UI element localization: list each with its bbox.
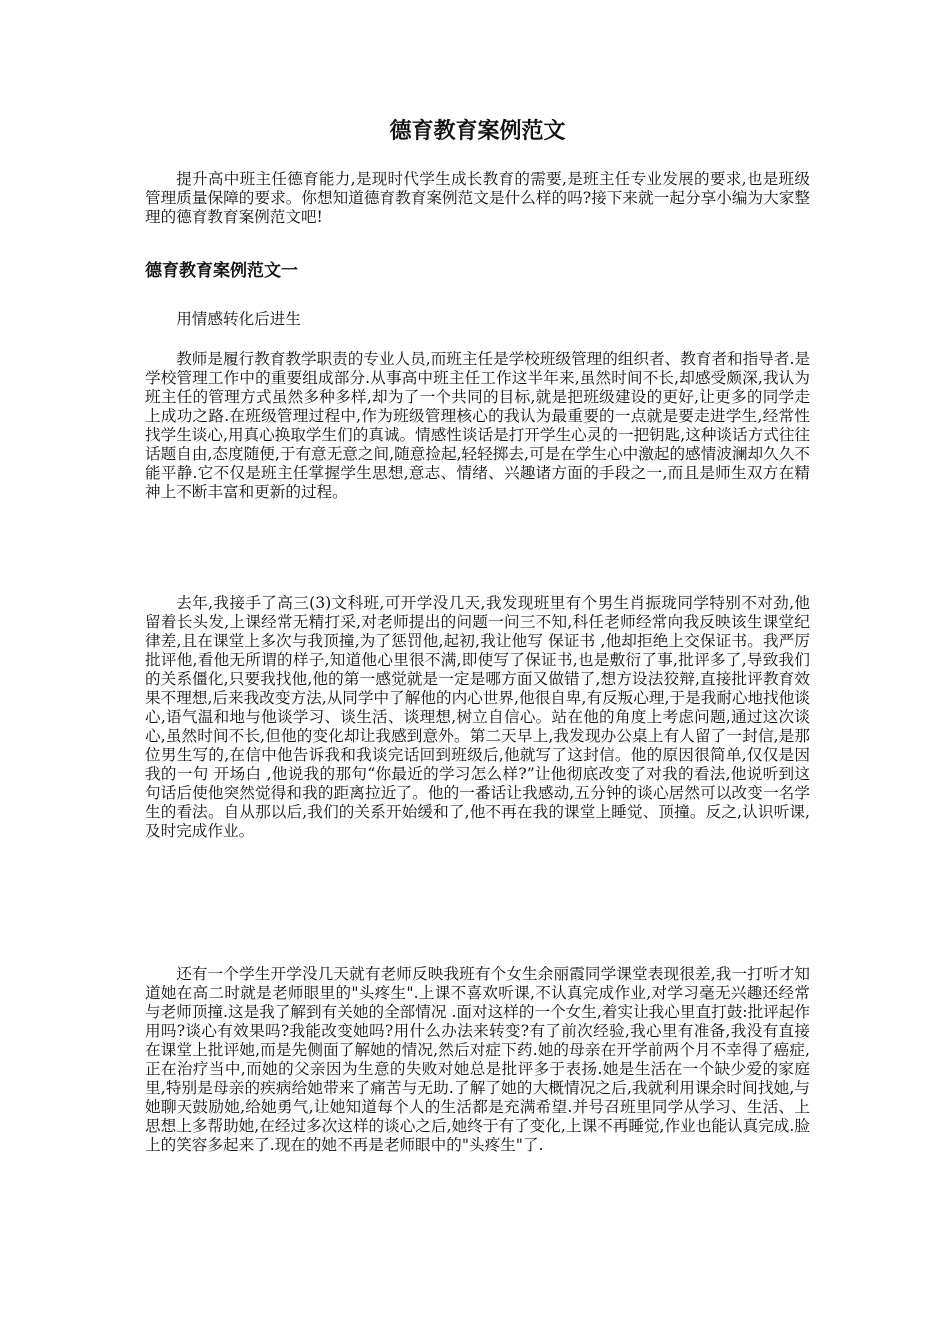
body-paragraph: 教师是履行教育教学职责的专业人员,而班主任是学校班级管理的组织者、教育者和指导者.是学校管理工作中的重要组成部分.从事高中班主任工作这半年来,虽然时间不长,却感受颇深,我认为班主任的管理方式虽然多种多样,却为了一个共同的目标,就是把班级建设的更好,让更多的同学走上成功之路.在班级管理过程中,作为班级管理核心的我认为最重要的一点就是要走进学生,经常性找学生谈心,用真心换取学生们的真诚。情感性谈话是打开学生心灵的一把钥匙,这种谈话方式往往话题自由,态度随便,于有意无意之间,随意捡起,轻轻掷去,可是在学生心中激起的感情波澜却久久不能平静.它不仅是班主任掌握学生思想,意志、情绪、兴趣诸方面的手段之一,而且是师生双方在精神上不断丰富和更新的过程。 (145, 350, 810, 501)
body-paragraph: 还有一个学生开学没几天就有老师反映我班有个女生余丽霞同学课堂表现很差,我一打听才知道她在高二时就是老师眼里的"头疼生".上课不喜欢听课,不认真完成作业,对学习毫无兴趣还经常与老师顶撞.这是我了解到有关她的全部情况 .面对这样的一个女生,着实让我心里直打鼓:批评起作用吗?谈心有效果吗?我能改变她吗?用什么办法来转变?有了前次经验,我心里有准备,我没有直接在课堂上批评她,而是先侧面了解她的情况,然后对症下药.她的母亲在开学前两个月不幸得了癌症,正在治疗当中,而她的父亲因为生意的失败对她总是批评多于表扬.她是生活在一个缺少爱的家庭里,特别是母亲的疾病给她带来了痛苦与无助.了解了她的大概情况之后,我就利用课余时间找她,与她聊天鼓励她,给她勇气,让她知道每个人的生活都是充满希望.并号召班里同学从学习、生活、上思想上多帮助她,在经过多次这样的谈心之后,她终于有了变化,上课不再睡觉,作业也能认真完成.脸上的笑容多起来了.现在的她不再是老师眼中的"头疼生"了. (145, 965, 810, 1154)
section-subtitle: 用情感转化后进生 (176, 310, 301, 328)
section-heading: 德育教育案例范文一 (145, 261, 298, 281)
intro-paragraph: 提升高中班主任德育能力,是现时代学生成长教育的需要,是班主任专业发展的要求,也是班级管理质量保障的要求。你想知道德育教育案例范文是什么样的吗?接下来就一起分享小编为大家整理的德育教育案例范文吧! (145, 170, 810, 226)
document-title: 德育教育案例范文 (389, 119, 566, 144)
body-paragraph: 去年,我接手了高三(3)文科班,可开学没几天,我发现班里有个男生肖振珑同学特别不对劲,他留着长头发,上课经常无精打采,对老师提出的问题一问三不知,科任老师经常向我反映该生课堂纪律差,且在课堂上多次与我顶撞,为了惩罚他,起初,我让他写 保证书 ,他却拒绝上交保证书。我严厉批评他,看他无所谓的样子,知道他心里很不满,即使写了保证书,也是敷衍了事,批评多了,导致我们的关系僵化,只要我找他,他的第一感觉就是一定是哪方面又做错了,想方设法狡辩,直接批评教育效果不理想,后来我改变方法,从同学中了解他的内心世界,他很自卑,有反叛心理,于是我耐心地找他谈心,语气温和地与他谈学习、谈生活、谈理想,树立自信心。站在他的角度上考虑问题,通过这次谈心,虽然时间不长,但他的变化却让我感到意外。第二天早上,我发现办公桌上有人留了一封信,是那位男生写的,在信中他告诉我和我谈完话回到班级后,他就写了这封信。他的原因很简单,仅仅是因我的一句 开场白 ,他说我的那句“你最近的学习怎么样?”让他彻底改变了对我的看法,他说听到这句话后使他突然觉得和我的距离拉近了。他的一番话让我感动,五分钟的谈心居然可以改变一名学生的看法。自从那以后,我们的关系开始缓和了,他不再在我的课堂上睡觉、顶撞。反之,认识听课,及时完成作业。 (145, 594, 810, 840)
